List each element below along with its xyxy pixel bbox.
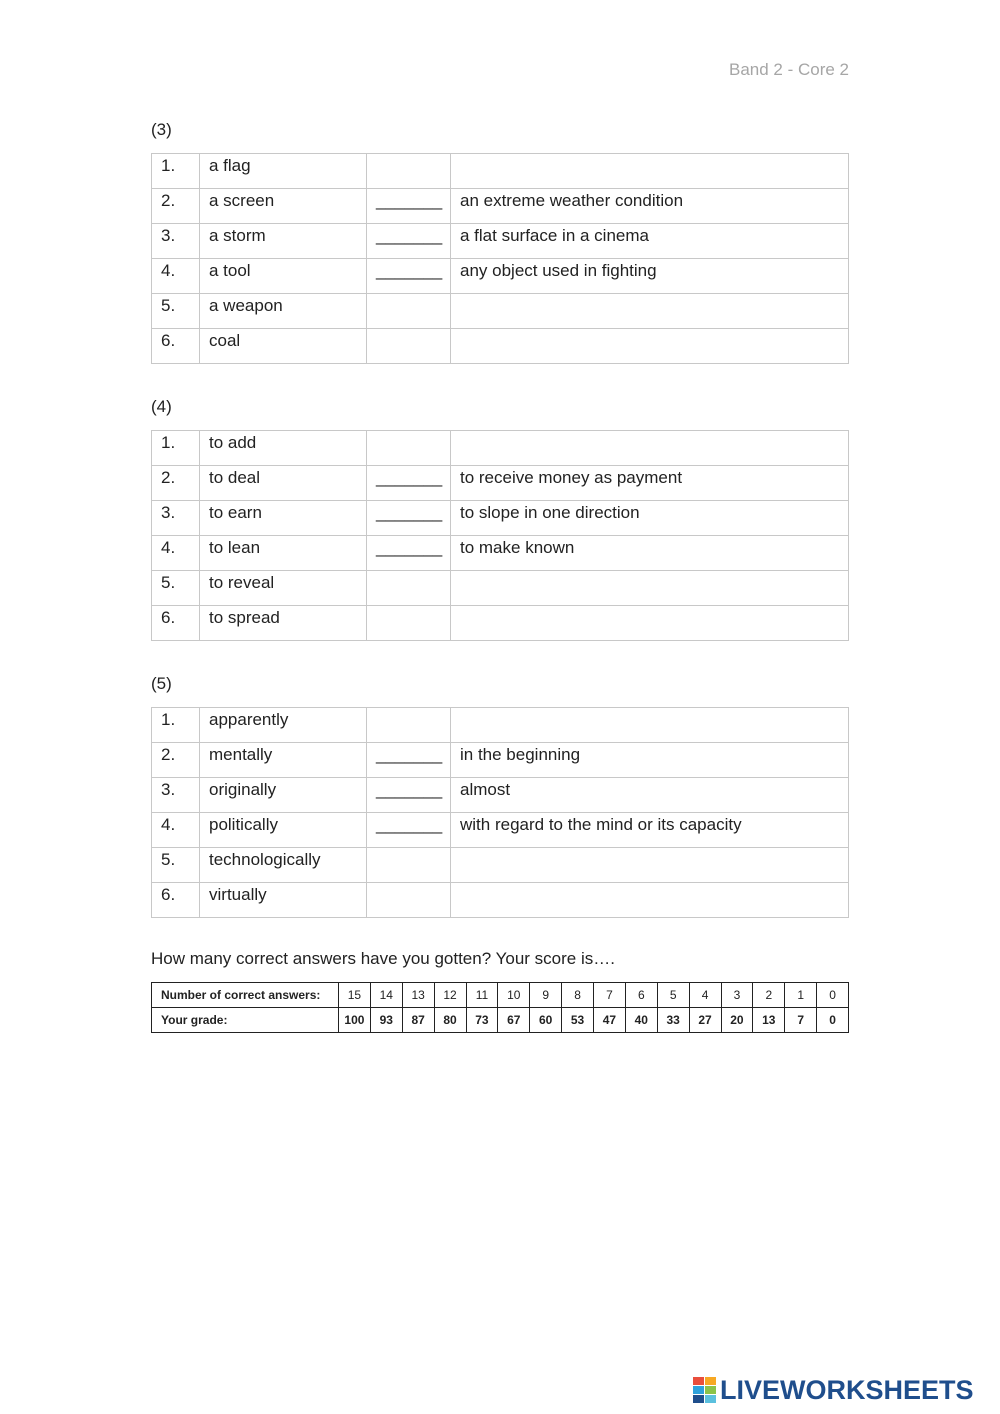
item-number: 3. <box>152 778 200 813</box>
item-word: virtually <box>200 883 367 918</box>
section-label: (4) <box>151 397 172 416</box>
exercise-section-4 <box>151 395 849 641</box>
correct-count-cell: 7 <box>594 983 626 1008</box>
answer-blank <box>367 431 451 466</box>
page-header: Band 2 - Core 2 <box>728 60 849 79</box>
grade-cell: 7 <box>785 1008 817 1033</box>
item-word: a tool <box>200 259 367 294</box>
item-definition: a flat surface in a cinema <box>451 224 849 259</box>
correct-count-cell: 9 <box>530 983 562 1008</box>
answer-blank[interactable]: _______ <box>367 189 451 224</box>
score-question: How many correct answers have you gotten? Your score is…. <box>151 949 615 968</box>
grade-cell: 13 <box>753 1008 785 1033</box>
table-row <box>152 189 849 224</box>
item-definition: to slope in one direction <box>451 501 849 536</box>
correct-count-cell: 12 <box>434 983 466 1008</box>
table-row <box>152 329 849 364</box>
item-number: 1. <box>152 708 200 743</box>
item-definition: to make known <box>451 536 849 571</box>
grade-row <box>152 1008 849 1033</box>
correct-count-cell: 2 <box>753 983 785 1008</box>
table-row <box>152 571 849 606</box>
grade-cell: 87 <box>402 1008 434 1033</box>
table-row <box>152 778 849 813</box>
item-number: 3. <box>152 501 200 536</box>
item-word: coal <box>200 329 367 364</box>
score-table <box>151 982 849 1033</box>
table-row <box>152 743 849 778</box>
item-number: 4. <box>152 536 200 571</box>
section-label: (5) <box>151 674 172 693</box>
item-definition <box>451 606 849 641</box>
item-number: 3. <box>152 224 200 259</box>
answer-blank <box>367 571 451 606</box>
grade-cell: 40 <box>625 1008 657 1033</box>
grade-cell: 93 <box>370 1008 402 1033</box>
grade-cell: 27 <box>689 1008 721 1033</box>
item-definition <box>451 848 849 883</box>
item-number: 6. <box>152 606 200 641</box>
grade-cell: 33 <box>657 1008 689 1033</box>
answer-blank[interactable]: _______ <box>367 501 451 536</box>
table-row <box>152 813 849 848</box>
item-definition: an extreme weather condition <box>451 189 849 224</box>
item-word: originally <box>200 778 367 813</box>
correct-answers-row <box>152 983 849 1008</box>
correct-count-cell: 5 <box>657 983 689 1008</box>
grade-cell: 0 <box>817 1008 849 1033</box>
item-definition <box>451 431 849 466</box>
item-definition <box>451 571 849 606</box>
item-definition: with regard to the mind or its capacity <box>451 813 849 848</box>
grade-cell: 60 <box>530 1008 562 1033</box>
grade-cell: 67 <box>498 1008 530 1033</box>
table-row <box>152 708 849 743</box>
table-row <box>152 294 849 329</box>
matching-table <box>151 153 849 364</box>
item-number: 6. <box>152 329 200 364</box>
item-definition: in the beginning <box>451 743 849 778</box>
correct-count-cell: 1 <box>785 983 817 1008</box>
item-number: 6. <box>152 883 200 918</box>
item-number: 2. <box>152 189 200 224</box>
item-word: apparently <box>200 708 367 743</box>
answer-blank[interactable]: _______ <box>367 466 451 501</box>
liveworksheets-logo[interactable] <box>693 1374 974 1406</box>
item-word: mentally <box>200 743 367 778</box>
grade-cell: 73 <box>466 1008 498 1033</box>
item-number: 1. <box>152 431 200 466</box>
item-word: to add <box>200 431 367 466</box>
answer-blank[interactable]: _______ <box>367 813 451 848</box>
correct-count-cell: 3 <box>721 983 753 1008</box>
answer-blank <box>367 154 451 189</box>
item-number: 1. <box>152 154 200 189</box>
item-word: a flag <box>200 154 367 189</box>
item-definition <box>451 154 849 189</box>
answer-blank[interactable]: _______ <box>367 743 451 778</box>
exercise-section-3 <box>151 118 849 364</box>
correct-count-cell: 14 <box>370 983 402 1008</box>
matching-table <box>151 430 849 641</box>
answer-blank <box>367 708 451 743</box>
item-number: 4. <box>152 813 200 848</box>
grade-cell: 80 <box>434 1008 466 1033</box>
item-word: a screen <box>200 189 367 224</box>
answer-blank <box>367 294 451 329</box>
item-number: 5. <box>152 848 200 883</box>
table-row <box>152 466 849 501</box>
correct-count-cell: 6 <box>625 983 657 1008</box>
table-row <box>152 501 849 536</box>
item-word: to deal <box>200 466 367 501</box>
answer-blank[interactable]: _______ <box>367 224 451 259</box>
grade-cell: 20 <box>721 1008 753 1033</box>
table-row <box>152 883 849 918</box>
correct-count-cell: 13 <box>402 983 434 1008</box>
exercise-section-5 <box>151 672 849 918</box>
item-word: a weapon <box>200 294 367 329</box>
item-definition <box>451 329 849 364</box>
item-word: to reveal <box>200 571 367 606</box>
table-row <box>152 606 849 641</box>
item-definition: to receive money as payment <box>451 466 849 501</box>
item-number: 2. <box>152 743 200 778</box>
correct-count-cell: 8 <box>562 983 594 1008</box>
grade-cell: 53 <box>562 1008 594 1033</box>
item-number: 5. <box>152 571 200 606</box>
grade-cell: 100 <box>339 1008 371 1033</box>
table-row <box>152 154 849 189</box>
item-definition <box>451 883 849 918</box>
answer-blank <box>367 848 451 883</box>
table-row <box>152 431 849 466</box>
matching-table <box>151 707 849 918</box>
item-word: a storm <box>200 224 367 259</box>
answer-blank[interactable]: _______ <box>367 778 451 813</box>
correct-count-cell: 0 <box>817 983 849 1008</box>
answer-blank <box>367 883 451 918</box>
item-word: to spread <box>200 606 367 641</box>
correct-count-cell: 11 <box>466 983 498 1008</box>
section-label: (3) <box>151 120 172 139</box>
liveworksheets-logo-icon <box>693 1377 716 1403</box>
answer-blank[interactable]: _______ <box>367 536 451 571</box>
logo-text: LIVEWORKSHEETS <box>720 1374 974 1405</box>
item-word: politically <box>200 813 367 848</box>
correct-count-cell: 10 <box>498 983 530 1008</box>
answer-blank[interactable]: _______ <box>367 259 451 294</box>
item-definition: any object used in fighting <box>451 259 849 294</box>
correct-answers-label: Number of correct answers: <box>152 983 339 1008</box>
table-row <box>152 259 849 294</box>
grade-label: Your grade: <box>152 1008 339 1033</box>
table-row <box>152 848 849 883</box>
grade-cell: 47 <box>594 1008 626 1033</box>
item-definition <box>451 294 849 329</box>
item-word: to lean <box>200 536 367 571</box>
table-row <box>152 536 849 571</box>
item-number: 4. <box>152 259 200 294</box>
item-definition <box>451 708 849 743</box>
correct-count-cell: 4 <box>689 983 721 1008</box>
answer-blank <box>367 329 451 364</box>
correct-count-cell: 15 <box>339 983 371 1008</box>
item-number: 2. <box>152 466 200 501</box>
answer-blank <box>367 606 451 641</box>
item-definition: almost <box>451 778 849 813</box>
item-word: technologically <box>200 848 367 883</box>
item-number: 5. <box>152 294 200 329</box>
table-row <box>152 224 849 259</box>
item-word: to earn <box>200 501 367 536</box>
